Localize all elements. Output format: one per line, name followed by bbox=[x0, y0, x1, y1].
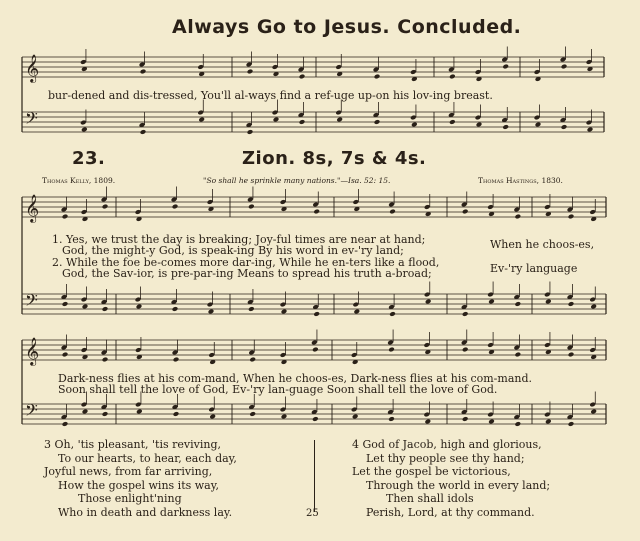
verse-4 bbox=[352, 438, 550, 519]
svg-text:𝄞: 𝄞 bbox=[25, 194, 40, 222]
verse-4-line: 4 God of Jacob, high and glorious, bbox=[352, 438, 542, 451]
verse-2-line-a: 2. While the foe be-comes more dar-ing, While he en-ters like a flood, bbox=[52, 256, 440, 269]
column-divider bbox=[314, 440, 315, 512]
verse-4-line: Through the world in every land; bbox=[366, 478, 551, 492]
verse-4-line: Perish, Lord, at thy command. bbox=[366, 505, 535, 519]
verse-3-line: How the gospel wins its way, bbox=[58, 478, 219, 492]
section-title: Always Go to Jesus. Concluded. bbox=[172, 16, 522, 38]
svg-text:𝄢: 𝄢 bbox=[25, 108, 38, 132]
hymn-title: Zion. 8s, 7s & 4s. bbox=[242, 148, 427, 169]
verse-3 bbox=[44, 438, 237, 519]
verse-3-line: Who in death and darkness lay. bbox=[58, 505, 233, 519]
verse-3-line: Those enlight'ning bbox=[78, 492, 182, 505]
svg-text:𝄢: 𝄢 bbox=[25, 400, 38, 424]
verse-3-line: Joyful news, from far arriving, bbox=[44, 465, 213, 478]
verse-3-line: 3 Oh, 'tis pleasant, 'tis reviving, bbox=[44, 438, 221, 451]
lyric-line: bur-dened and dis-tressed, You'll al-ways find a ref-uge up-on his lov-ing breast. bbox=[48, 89, 493, 102]
verse-4-line: Let thy people see thy hand; bbox=[366, 451, 525, 465]
author-credit: Thomas Kelly, 1809. bbox=[42, 176, 116, 185]
system-2-line-a: Dark-ness flies at his com-mand, When he choos-es, Dark-ness flies at his com-mand. bbox=[58, 372, 533, 385]
verse-1-line-b: God, the might-y God, is speak-ing By his word in ev-'ry land; bbox=[62, 244, 404, 257]
svg-text:𝄞: 𝄞 bbox=[25, 337, 40, 365]
verse-4-line: Let the gospel be victorious, bbox=[352, 465, 511, 478]
system-2-line-b: Soon shall tell the love of God, Ev-'ry lan-guage Soon shall tell the love of God. bbox=[58, 383, 498, 396]
verse-4-line: Then shall idols bbox=[386, 492, 474, 505]
hymn-number: 23. bbox=[72, 148, 106, 169]
refrain-label-b: Ev-'ry language bbox=[490, 262, 578, 275]
verse-1-line-a: 1. Yes, we trust the day is breaking; Joy-ful times are near at hand; bbox=[52, 233, 426, 246]
composer-credit: Thomas Hastings, 1830. bbox=[478, 176, 563, 185]
verse-3-line: To our hearts, to hear, each day, bbox=[58, 451, 237, 465]
svg-text:𝄢: 𝄢 bbox=[25, 290, 38, 314]
verse-2-line-b: God, the Sav-ior, is pre-par-ing Means to spread his truth a-broad; bbox=[62, 267, 432, 280]
page-number: 25 bbox=[306, 508, 319, 519]
refrain-label-a: When he choos-es, bbox=[490, 238, 595, 251]
scripture-reference: "So shall he sprinkle many nations."—Isa. 52: 15. bbox=[203, 176, 391, 185]
svg-text:𝄞: 𝄞 bbox=[25, 54, 40, 82]
